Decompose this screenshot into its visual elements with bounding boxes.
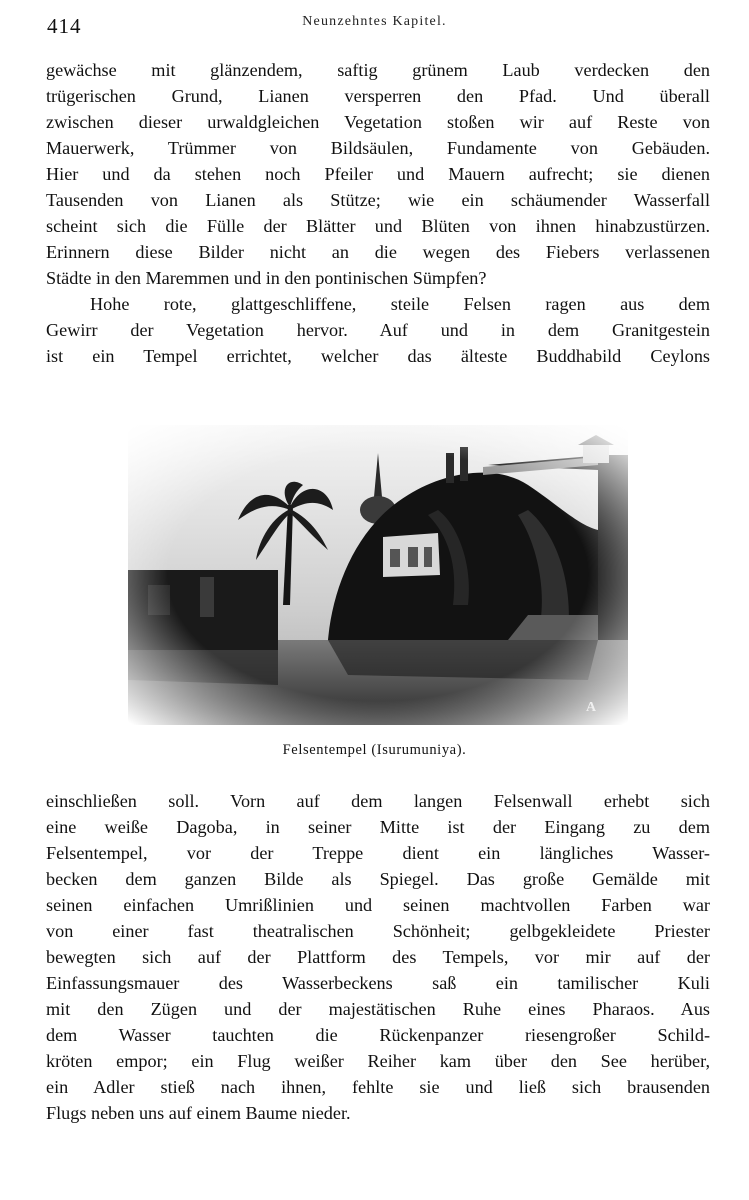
text-line: Mauerwerk, Trümmer von Bildsäulen, Fundamente von Gebäuden. xyxy=(46,138,710,158)
text-line: zwischen dieser urwaldgleichen Vegetation stoßen wir auf Reste von xyxy=(46,112,710,132)
temple-illustration xyxy=(128,425,628,725)
text-line: Hier und da stehen noch Pfeiler und Mauern aufrecht; sie dienen xyxy=(46,164,710,184)
page-number: 414 xyxy=(47,14,82,38)
text-line: bewegten sich auf der Plattform des Tempels, vor mir auf der xyxy=(46,947,710,967)
text-line: Städte in den Maremmen und in den pontinischen Sümpfen? xyxy=(46,268,487,288)
text-line: einschließen soll. Vorn auf dem langen Felsenwall erhebt sich xyxy=(46,791,710,811)
text-line: mit den Zügen und der majestätischen Ruhe eines Pharaos. Aus xyxy=(46,999,710,1019)
temple-photograph xyxy=(128,425,628,725)
text-line: Tausenden von Lianen als Stütze; wie ein schäumender Wasserfall xyxy=(46,190,710,210)
text-line: Felsentempel, vor der Treppe dient ein längliches Wasser- xyxy=(46,843,710,863)
text-line: eine weiße Dagoba, in seiner Mitte ist der Eingang zu dem xyxy=(46,817,710,837)
text-line: Gewirr der Vegetation hervor. Auf und in dem Granitgestein xyxy=(46,320,710,340)
text-line: trügerischen Grund, Lianen versperren den Pfad. Und überall xyxy=(46,86,710,106)
body-text-top xyxy=(46,57,710,369)
text-line: Hohe rote, glattgeschliffene, steile Felsen ragen aus dem xyxy=(90,294,710,314)
figure-caption: Felsentempel (Isurumuniya). xyxy=(282,742,467,758)
text-line: gewächse mit glänzendem, saftig grünem Laub verdecken den xyxy=(46,60,710,80)
text-line: kröten empor; ein Flug weißer Reiher kam über den See herüber, xyxy=(46,1051,710,1071)
running-title: Neunzehntes Kapitel. xyxy=(302,14,447,29)
body-text-bottom xyxy=(46,788,710,1126)
engraver-monogram: A xyxy=(586,700,597,715)
text-line: dem Wasser tauchten die Rückenpanzer riesengroßer Schild- xyxy=(46,1025,710,1045)
text-line: scheint sich die Fülle der Blätter und Blüten von ihnen hinabzustürzen. xyxy=(46,216,710,236)
photo-vignette xyxy=(128,425,628,725)
text-line: von einer fast theatralischen Schönheit; gelbgekleidete Priester xyxy=(46,921,710,941)
text-line: Erinnern diese Bilder nicht an die wegen des Fiebers verlassenen xyxy=(46,242,710,262)
text-line: Flugs neben uns auf einem Baume nieder. xyxy=(46,1103,351,1123)
text-line: ein Adler stieß nach ihnen, fehlte sie und ließ sich brausenden xyxy=(46,1077,710,1097)
text-line: Einfassungsmauer des Wasserbeckens saß ein tamilischer Kuli xyxy=(46,973,710,993)
text-line: ist ein Tempel errichtet, welcher das älteste Buddhabild Ceylons xyxy=(46,346,710,366)
text-line: seinen einfachen Umrißlinien und seinen machtvollen Farben war xyxy=(46,895,710,915)
text-line: becken dem ganzen Bilde als Spiegel. Das große Gemälde mit xyxy=(46,869,710,889)
